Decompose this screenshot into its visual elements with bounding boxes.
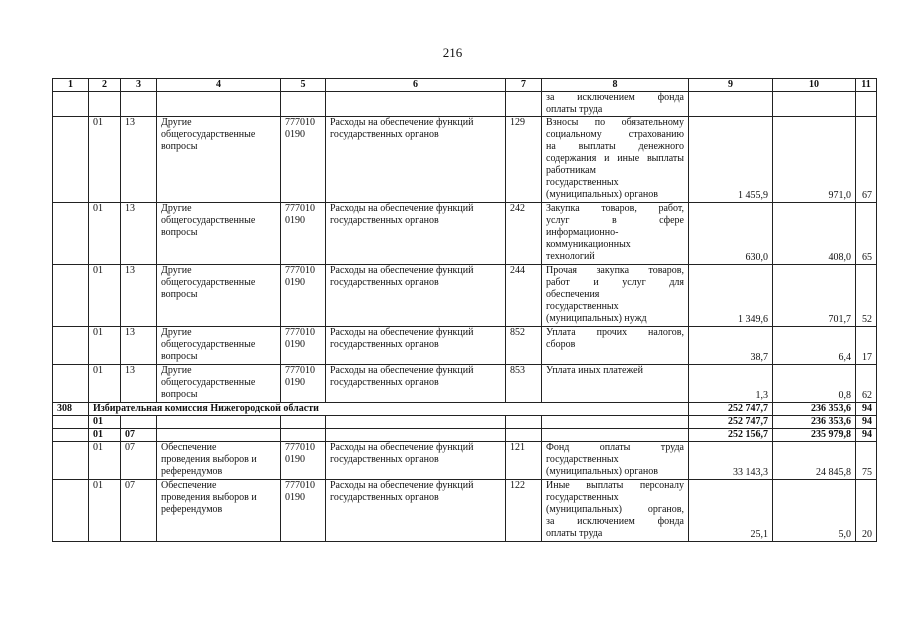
- cell-line: (муниципальных) нужд: [546, 313, 647, 324]
- target-article-cell: [281, 480, 326, 542]
- cell-line: Расходы на обеспечение функций: [330, 365, 474, 376]
- expense-type-code-cell: 121: [506, 442, 542, 480]
- subsection-name-cell: [157, 117, 281, 203]
- section-code-cell: 01: [89, 265, 121, 327]
- cell-line: общегосударственные: [161, 339, 256, 350]
- column-header: 2: [89, 79, 121, 92]
- section-code-cell: 01: [89, 442, 121, 480]
- cell-line: Расходы на обеспечение функций: [330, 265, 474, 276]
- cell-line: 777010: [285, 442, 315, 453]
- cell-line: проведения выборов и: [161, 492, 257, 503]
- plan-amount-cell: 38,7: [689, 327, 773, 365]
- percent-cell: 94: [856, 403, 877, 416]
- empty-cell: [53, 429, 89, 442]
- target-article-cell: [281, 327, 326, 365]
- expense-type-cell: [542, 117, 689, 203]
- column-header: 8: [542, 79, 689, 92]
- cell-line: обеспечения: [546, 289, 600, 300]
- cell-line: Другие: [161, 117, 192, 128]
- empty-cell: [506, 416, 542, 429]
- section-code-cell: 01: [89, 327, 121, 365]
- cell-line: услуг в сфере: [546, 215, 684, 226]
- empty-cell: [689, 92, 773, 117]
- cell-line: Уплата иных платежей: [546, 365, 643, 376]
- cell-line: государственных органов: [330, 129, 439, 140]
- empty-cell: [281, 92, 326, 117]
- column-header: 9: [689, 79, 773, 92]
- cell-line: 777010: [285, 117, 315, 128]
- cell-line: Другие: [161, 327, 192, 338]
- empty-cell: [121, 92, 157, 117]
- department-code-cell: 308: [53, 403, 89, 416]
- column-header: 4: [157, 79, 281, 92]
- expense-type-cell: [542, 327, 689, 365]
- percent-cell: 94: [856, 416, 877, 429]
- cell-line: 777010: [285, 365, 315, 376]
- expense-type-code-cell: 244: [506, 265, 542, 327]
- subsection-code-cell: 07: [121, 429, 157, 442]
- empty-cell: [506, 92, 542, 117]
- section-row: [53, 403, 877, 416]
- subsection-code-cell: 07: [121, 480, 157, 542]
- cell-line: оплаты труда: [546, 528, 603, 539]
- cell-line: Расходы на обеспечение функций: [330, 442, 474, 453]
- empty-cell: [326, 92, 506, 117]
- cell-line: проведения выборов и: [161, 454, 257, 465]
- subsection-code-cell: 07: [121, 442, 157, 480]
- actual-amount-cell: 5,0: [773, 480, 856, 542]
- cell-line: содержания и иные выплаты: [546, 153, 684, 164]
- actual-amount-cell: 236 353,6: [773, 416, 856, 429]
- budget-table: [52, 78, 877, 542]
- empty-cell: [89, 92, 121, 117]
- table-row: [53, 480, 877, 542]
- subtotal-row: [53, 429, 877, 442]
- cell-line: 777010: [285, 327, 315, 338]
- cell-line: вопросы: [161, 389, 198, 400]
- empty-cell: [157, 429, 281, 442]
- subsection-code-cell: 13: [121, 117, 157, 203]
- cell-line: Другие: [161, 265, 192, 276]
- column-header: 3: [121, 79, 157, 92]
- cell-line: общегосударственные: [161, 277, 256, 288]
- expense-type-code-cell: 129: [506, 117, 542, 203]
- cell-line: работникам: [546, 165, 596, 176]
- actual-amount-cell: 971,0: [773, 117, 856, 203]
- table-row: [53, 92, 877, 117]
- empty-cell: [326, 416, 506, 429]
- subtotal-row: [53, 416, 877, 429]
- cell-line: Другие: [161, 203, 192, 214]
- empty-cell: [157, 92, 281, 117]
- percent-cell: 20: [856, 480, 877, 542]
- cell-line: Закупка товаров, работ,: [546, 203, 684, 214]
- expense-type-code-cell: 853: [506, 365, 542, 403]
- expense-type-cell: [542, 265, 689, 327]
- percent-cell: 52: [856, 265, 877, 327]
- empty-cell: [53, 92, 89, 117]
- expense-type-cell: [542, 203, 689, 265]
- cell-line: 0190: [285, 277, 305, 288]
- expense-type-cell: [542, 480, 689, 542]
- cell-line: Обеспечение: [161, 480, 217, 491]
- cell-line: (муниципальных) органов: [546, 466, 659, 477]
- subsection-name-cell: [157, 265, 281, 327]
- subsection-name-cell: [157, 480, 281, 542]
- actual-amount-cell: 6,4: [773, 327, 856, 365]
- empty-cell: [53, 416, 89, 429]
- plan-amount-cell: 252 156,7: [689, 429, 773, 442]
- cell-line: 0190: [285, 215, 305, 226]
- cell-line: социальному страхованию: [546, 129, 684, 140]
- plan-amount-cell: 630,0: [689, 203, 773, 265]
- expense-type-code-cell: 122: [506, 480, 542, 542]
- empty-cell: [773, 92, 856, 117]
- cell-line: Прочая закупка товаров,: [546, 265, 684, 276]
- cell-line: государственных: [546, 492, 619, 503]
- actual-amount-cell: 408,0: [773, 203, 856, 265]
- cell-line: Расходы на обеспечение функций: [330, 117, 474, 128]
- plan-amount-cell: 1,3: [689, 365, 773, 403]
- cell-line: вопросы: [161, 289, 198, 300]
- cell-line: государственных: [546, 454, 619, 465]
- cell-line: государственных органов: [330, 492, 439, 503]
- actual-amount-cell: 0,8: [773, 365, 856, 403]
- cell-line: государственных органов: [330, 215, 439, 226]
- cell-line: Расходы на обеспечение функций: [330, 480, 474, 491]
- plan-amount-cell: 25,1: [689, 480, 773, 542]
- subsection-code-cell: 13: [121, 365, 157, 403]
- department-name-cell: Избирательная комиссия Нижегородской области: [89, 403, 689, 416]
- empty-cell: [53, 327, 89, 365]
- expense-type-cell: [542, 365, 689, 403]
- table-row: [53, 442, 877, 480]
- table-row: [53, 265, 877, 327]
- table-row: [53, 365, 877, 403]
- section-code-cell: 01: [89, 117, 121, 203]
- cell-line: государственных: [546, 301, 619, 312]
- cell-line: оплаты труда: [546, 104, 603, 115]
- cell-line: общегосударственные: [161, 215, 256, 226]
- cell-line: работ и услуг для: [546, 277, 684, 288]
- cell-line: вопросы: [161, 227, 198, 238]
- actual-amount-cell: 235 979,8: [773, 429, 856, 442]
- section-code-cell: 01: [89, 365, 121, 403]
- empty-cell: [542, 416, 689, 429]
- cell-line: на выплаты денежного: [546, 141, 684, 152]
- target-article-cell: [281, 365, 326, 403]
- cell-line: за исключением фонда: [546, 516, 684, 527]
- cell-line: Расходы на обеспечение функций: [330, 327, 474, 338]
- percent-cell: 17: [856, 327, 877, 365]
- actual-amount-cell: 24 845,8: [773, 442, 856, 480]
- actual-amount-cell: 701,7: [773, 265, 856, 327]
- cell-line: 0190: [285, 339, 305, 350]
- percent-cell: 65: [856, 203, 877, 265]
- target-article-name-cell: [326, 365, 506, 403]
- cell-line: государственных органов: [330, 339, 439, 350]
- subsection-name-cell: [157, 327, 281, 365]
- plan-amount-cell: 1 455,9: [689, 117, 773, 203]
- cell-line: (муниципальных) органов: [546, 189, 659, 200]
- cell-line: общегосударственные: [161, 377, 256, 388]
- percent-cell: 62: [856, 365, 877, 403]
- cell-line: сборов: [546, 339, 576, 350]
- header-row: [53, 79, 877, 92]
- target-article-cell: [281, 442, 326, 480]
- cell-line: 0190: [285, 129, 305, 140]
- subsection-name-cell: [157, 442, 281, 480]
- target-article-name-cell: [326, 117, 506, 203]
- target-article-name-cell: [326, 480, 506, 542]
- cell-line: информационно-: [546, 227, 619, 238]
- column-header: 7: [506, 79, 542, 92]
- cell-line: государственных: [546, 177, 619, 188]
- column-header: 11: [856, 79, 877, 92]
- section-code-cell: 01: [89, 429, 121, 442]
- cell-line: Иные выплаты персоналу: [546, 480, 684, 491]
- cell-line: Другие: [161, 365, 192, 376]
- empty-cell: [121, 416, 157, 429]
- plan-amount-cell: 33 143,3: [689, 442, 773, 480]
- section-code-cell: 01: [89, 416, 121, 429]
- table-row: [53, 117, 877, 203]
- page-number: 216: [442, 45, 463, 60]
- cell-line: вопросы: [161, 351, 198, 362]
- actual-amount-cell: 236 353,6: [773, 403, 856, 416]
- percent-cell: 94: [856, 429, 877, 442]
- cell-line: технологий: [546, 251, 595, 262]
- subsection-name-cell: [157, 365, 281, 403]
- empty-cell: [326, 429, 506, 442]
- percent-cell: 75: [856, 442, 877, 480]
- cell-line: Обеспечение: [161, 442, 217, 453]
- cell-line: референдумов: [161, 504, 223, 515]
- empty-cell: [53, 365, 89, 403]
- cell-line: 0190: [285, 492, 305, 503]
- empty-cell: [157, 416, 281, 429]
- empty-cell: [856, 92, 877, 117]
- section-code-cell: 01: [89, 480, 121, 542]
- cell-line: Взносы по обязательному: [546, 117, 684, 128]
- cell-line: 777010: [285, 203, 315, 214]
- cell-line: государственных органов: [330, 277, 439, 288]
- column-header: 10: [773, 79, 856, 92]
- table-row: [53, 203, 877, 265]
- empty-cell: [53, 265, 89, 327]
- subsection-code-cell: 13: [121, 203, 157, 265]
- target-article-name-cell: [326, 203, 506, 265]
- cell-line: 0190: [285, 377, 305, 388]
- empty-cell: [53, 480, 89, 542]
- column-header: 1: [53, 79, 89, 92]
- subsection-code-cell: 13: [121, 265, 157, 327]
- cell-line: общегосударственные: [161, 129, 256, 140]
- cell-line: (муниципальных) органов,: [546, 504, 684, 515]
- target-article-name-cell: [326, 442, 506, 480]
- column-header: 6: [326, 79, 506, 92]
- expense-type-code-cell: 852: [506, 327, 542, 365]
- cell-line: Расходы на обеспечение функций: [330, 203, 474, 214]
- cell-line: Уплата прочих налогов,: [546, 327, 684, 338]
- cell-line: вопросы: [161, 141, 198, 152]
- cell-line: коммуникационных: [546, 239, 631, 250]
- cell-line: за исключением фонда: [546, 92, 684, 103]
- target-article-cell: [281, 203, 326, 265]
- plan-amount-cell: 252 747,7: [689, 403, 773, 416]
- cell-line: Фонд оплаты труда: [546, 442, 684, 453]
- cell-line: 777010: [285, 265, 315, 276]
- subsection-code-cell: 13: [121, 327, 157, 365]
- empty-cell: [53, 117, 89, 203]
- cell-line: референдумов: [161, 466, 223, 477]
- empty-cell: [53, 442, 89, 480]
- column-header: 5: [281, 79, 326, 92]
- target-article-name-cell: [326, 265, 506, 327]
- percent-cell: 67: [856, 117, 877, 203]
- cell-line: государственных органов: [330, 454, 439, 465]
- plan-amount-cell: 252 747,7: [689, 416, 773, 429]
- target-article-name-cell: [326, 327, 506, 365]
- empty-cell: [53, 203, 89, 265]
- table-row: [53, 327, 877, 365]
- empty-cell: [542, 429, 689, 442]
- empty-cell: [506, 429, 542, 442]
- expense-type-cell: [542, 442, 689, 480]
- empty-cell: [281, 429, 326, 442]
- cell-line: 0190: [285, 454, 305, 465]
- cell-line: государственных органов: [330, 377, 439, 388]
- section-code-cell: 01: [89, 203, 121, 265]
- target-article-cell: [281, 117, 326, 203]
- plan-amount-cell: 1 349,6: [689, 265, 773, 327]
- subsection-name-cell: [157, 203, 281, 265]
- target-article-cell: [281, 265, 326, 327]
- cell-line: 777010: [285, 480, 315, 491]
- expense-type-code-cell: 242: [506, 203, 542, 265]
- empty-cell: [281, 416, 326, 429]
- expense-type-cell: [542, 92, 689, 117]
